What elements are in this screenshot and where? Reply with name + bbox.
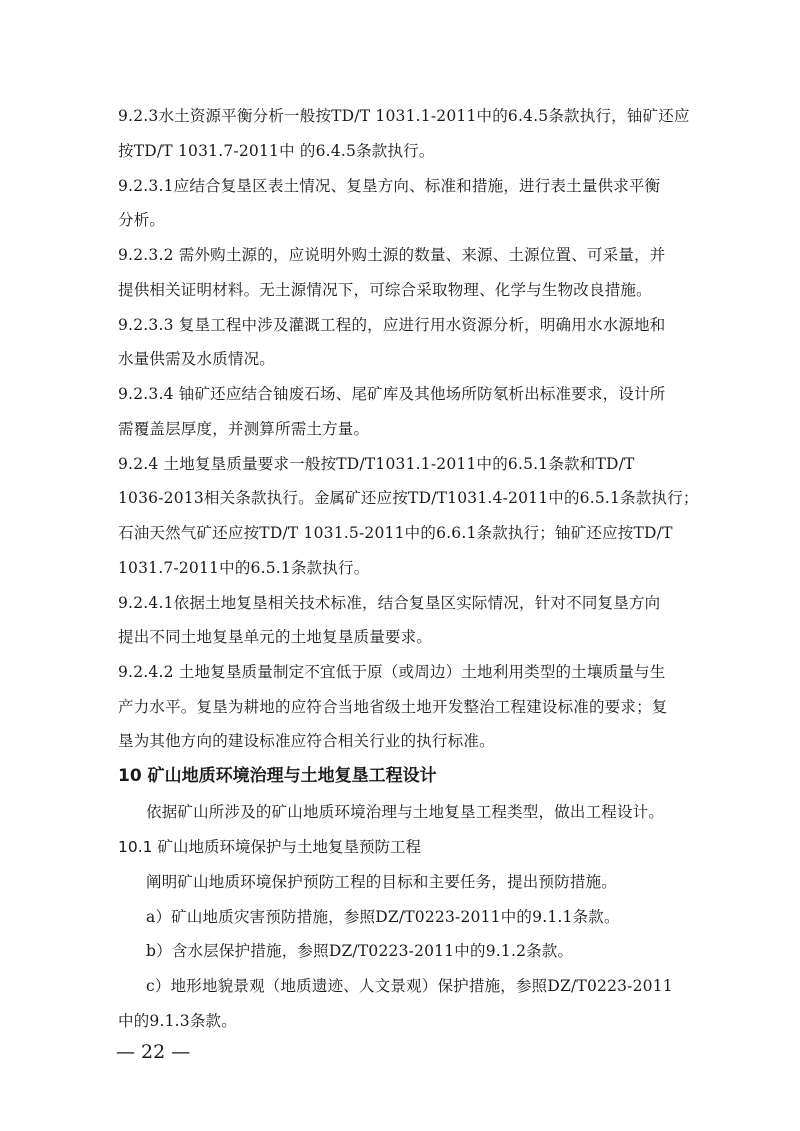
text-line: 水量供需及水质情况。 [118,350,276,368]
text-line: 石油天然气矿还应按TD/T 1031.5-2011中的6.6.1条款执行；铀矿还应按TD/T [118,524,673,542]
text-line: 1036-2013相关条款执行。金属矿还应按TD/T1031.4-2011中的6.5.1条款执行； [118,489,699,507]
text-line: 提供相关证明材料。无土源情况下，可综合采取物理、化学与生物改良措施。 [118,281,652,299]
text-line: 9.2.4 土地复垦质量要求一般按TD/T1031.1-2011中的6.5.1条款和TD/T [118,455,635,473]
text-line: 9.2.3.2 需外购土源的，应说明外购土源的数量、来源、土源位置、可采量，并 [118,246,666,264]
text-line: 9.2.4.1依据土地复垦相关技术标准，结合复垦区实际情况，针对不同复垦方向 [118,594,661,612]
subsection-heading: 10.1 矿山地质环境保护与土地复垦预防工程 [118,838,421,856]
section-intro: 依据矿山所涉及的矿山地质环境治理与土地复垦工程类型，做出工程设计。 [146,803,665,821]
text-line: 1031.7-2011中的6.5.1条款执行。 [118,559,370,577]
page-number: — 22 — [116,1041,191,1063]
list-item: c）地形地貌景观（地质遗迹、人文景观）保护措施，参照DZ/T0223-2011 [146,977,673,995]
list-item: b）含水层保护措施，参照DZ/T0223-2011中的9.1.2条款。 [146,942,574,960]
list-item: a）矿山地质灾害预防措施，参照DZ/T0223-2011中的9.1.1条款。 [146,908,620,926]
section-heading: 10 矿山地质环境治理与土地复垦工程设计 [118,766,437,786]
text-line: 提出不同土地复垦单元的土地复垦质量要求。 [118,628,433,646]
text-line: 9.2.3水土资源平衡分析一般按TD/T 1031.1-2011中的6.4.5条款执行，铀矿还应 [118,107,690,125]
text-line: 9.2.3.4 铀矿还应结合铀废石场、尾矿库及其他场所防氡析出标准要求，设计所 [118,385,666,403]
text-line: 需覆盖层厚度，并测算所需土方量。 [118,420,370,438]
text-line: 按TD/T 1031.7-2011中 的6.4.5条款执行。 [118,142,435,160]
text-line: 9.2.4.2 土地复垦质量制定不宜低于原（或周边）土地利用类型的土壤质量与生 [118,663,666,681]
text-line: 阐明矿山地质环境保护预防工程的目标和主要任务，提出预防措施。 [146,873,618,891]
text-line: 9.2.3.1应结合复垦区表土情况、复垦方向、标准和措施，进行表土量供求平衡 [118,177,661,195]
text-line: 产力水平。复垦为耕地的应符合当地省级土地开发整治工程建设标准的要求；复 [118,698,668,716]
text-line: 中的9.1.3条款。 [118,1012,237,1030]
text-line: 垦为其他方向的建设标准应符合相关行业的执行标准。 [118,732,495,750]
text-line: 分析。 [118,211,166,229]
text-line: 9.2.3.3 复垦工程中涉及灌溉工程的，应进行用水资源分析，明确用水水源地和 [118,316,666,334]
